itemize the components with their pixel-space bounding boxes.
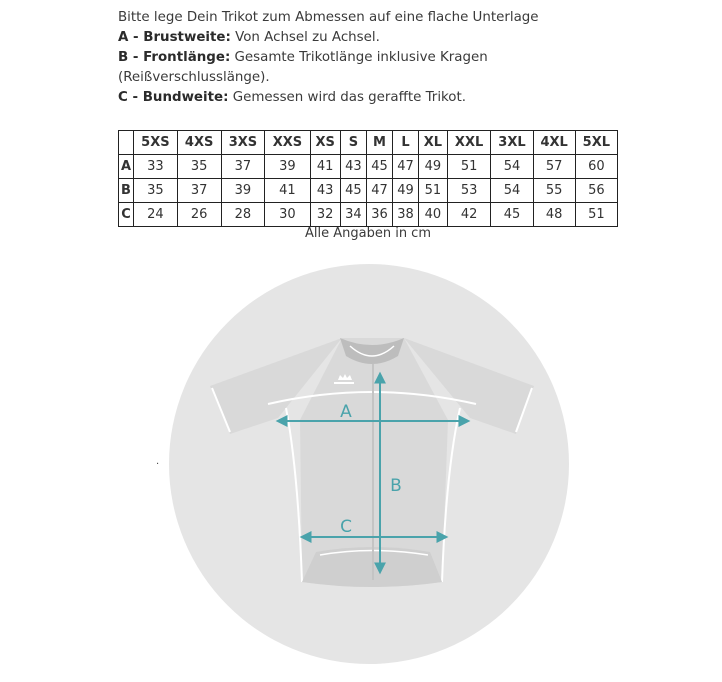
table-cell: 47 bbox=[393, 155, 419, 179]
size-header: 5XL bbox=[575, 131, 617, 155]
row-label: A bbox=[119, 155, 134, 179]
size-header: S bbox=[340, 131, 366, 155]
table-cell: 32 bbox=[310, 203, 340, 227]
size-header: M bbox=[366, 131, 392, 155]
table-cell: 24 bbox=[134, 203, 178, 227]
units-note: Alle Angaben in cm bbox=[304, 226, 431, 241]
table-cell: 43 bbox=[340, 155, 366, 179]
table-cell: 40 bbox=[419, 203, 448, 227]
table-cell: 56 bbox=[575, 179, 617, 203]
table-cell: 35 bbox=[134, 179, 178, 203]
table-cell: 39 bbox=[221, 179, 265, 203]
table-cell: 41 bbox=[265, 179, 310, 203]
table-cell: 51 bbox=[447, 155, 491, 179]
table-cell: 49 bbox=[393, 179, 419, 203]
table-cell: 37 bbox=[221, 155, 265, 179]
instruction-c-text: Gemessen wird das geraffte Trikot. bbox=[228, 90, 467, 105]
instruction-c-label: C - Bundweite: bbox=[118, 90, 229, 105]
table-cell: 37 bbox=[177, 179, 221, 203]
table-cell: 57 bbox=[533, 155, 575, 179]
size-header: 4XL bbox=[533, 131, 575, 155]
table-cell: 54 bbox=[491, 179, 533, 203]
row-label: C bbox=[119, 203, 134, 227]
size-header: XL bbox=[419, 131, 448, 155]
table-cell: 30 bbox=[265, 203, 310, 227]
table-cell: 26 bbox=[177, 203, 221, 227]
brand-wordmark-icon bbox=[334, 382, 354, 384]
size-header: 5XS bbox=[134, 131, 178, 155]
table-cell: 53 bbox=[447, 179, 491, 203]
row-label: B bbox=[119, 179, 134, 203]
table-cell: 38 bbox=[393, 203, 419, 227]
table-cell: 48 bbox=[533, 203, 575, 227]
table-cell: 45 bbox=[491, 203, 533, 227]
table-cell: 45 bbox=[366, 155, 392, 179]
table-cell: 28 bbox=[221, 203, 265, 227]
table-cell: 43 bbox=[310, 179, 340, 203]
instruction-b-label: B - Frontlänge: bbox=[118, 50, 231, 65]
table-cell: 33 bbox=[134, 155, 178, 179]
table-cell: 49 bbox=[419, 155, 448, 179]
table-cell: 35 bbox=[177, 155, 221, 179]
size-header: L bbox=[393, 131, 419, 155]
size-header: XS bbox=[310, 131, 340, 155]
label-c: C bbox=[340, 517, 352, 537]
instruction-intro: Bitte lege Dein Trikot zum Abmessen auf eine flache Unterlage bbox=[118, 10, 539, 25]
table-cell: 55 bbox=[533, 179, 575, 203]
table-cell: 34 bbox=[340, 203, 366, 227]
table-cell: 54 bbox=[491, 155, 533, 179]
instruction-a-label: A - Brustweite: bbox=[118, 30, 231, 45]
size-header: XXL bbox=[447, 131, 491, 155]
size-header: 3XL bbox=[491, 131, 533, 155]
instruction-a-text: Von Achsel zu Achsel. bbox=[230, 30, 380, 45]
size-header: 3XS bbox=[221, 131, 265, 155]
table-cell: 45 bbox=[340, 179, 366, 203]
table-cell: 51 bbox=[419, 179, 448, 203]
table-cell: 60 bbox=[575, 155, 617, 179]
table-cell: 47 bbox=[366, 179, 392, 203]
table-cell: 42 bbox=[447, 203, 491, 227]
instruction-b-text: Gesamte Trikotlänge inklusive Kragen (Reißverschlusslänge). bbox=[118, 50, 488, 85]
table-cell: 36 bbox=[366, 203, 392, 227]
table-cell: 41 bbox=[310, 155, 340, 179]
size-header: 4XS bbox=[177, 131, 221, 155]
size-header: XXS bbox=[265, 131, 310, 155]
label-a: A bbox=[340, 402, 352, 422]
table-cell: 51 bbox=[575, 203, 617, 227]
table-cell: 39 bbox=[265, 155, 310, 179]
label-b: B bbox=[390, 476, 402, 496]
stray-dot: . bbox=[156, 456, 160, 467]
